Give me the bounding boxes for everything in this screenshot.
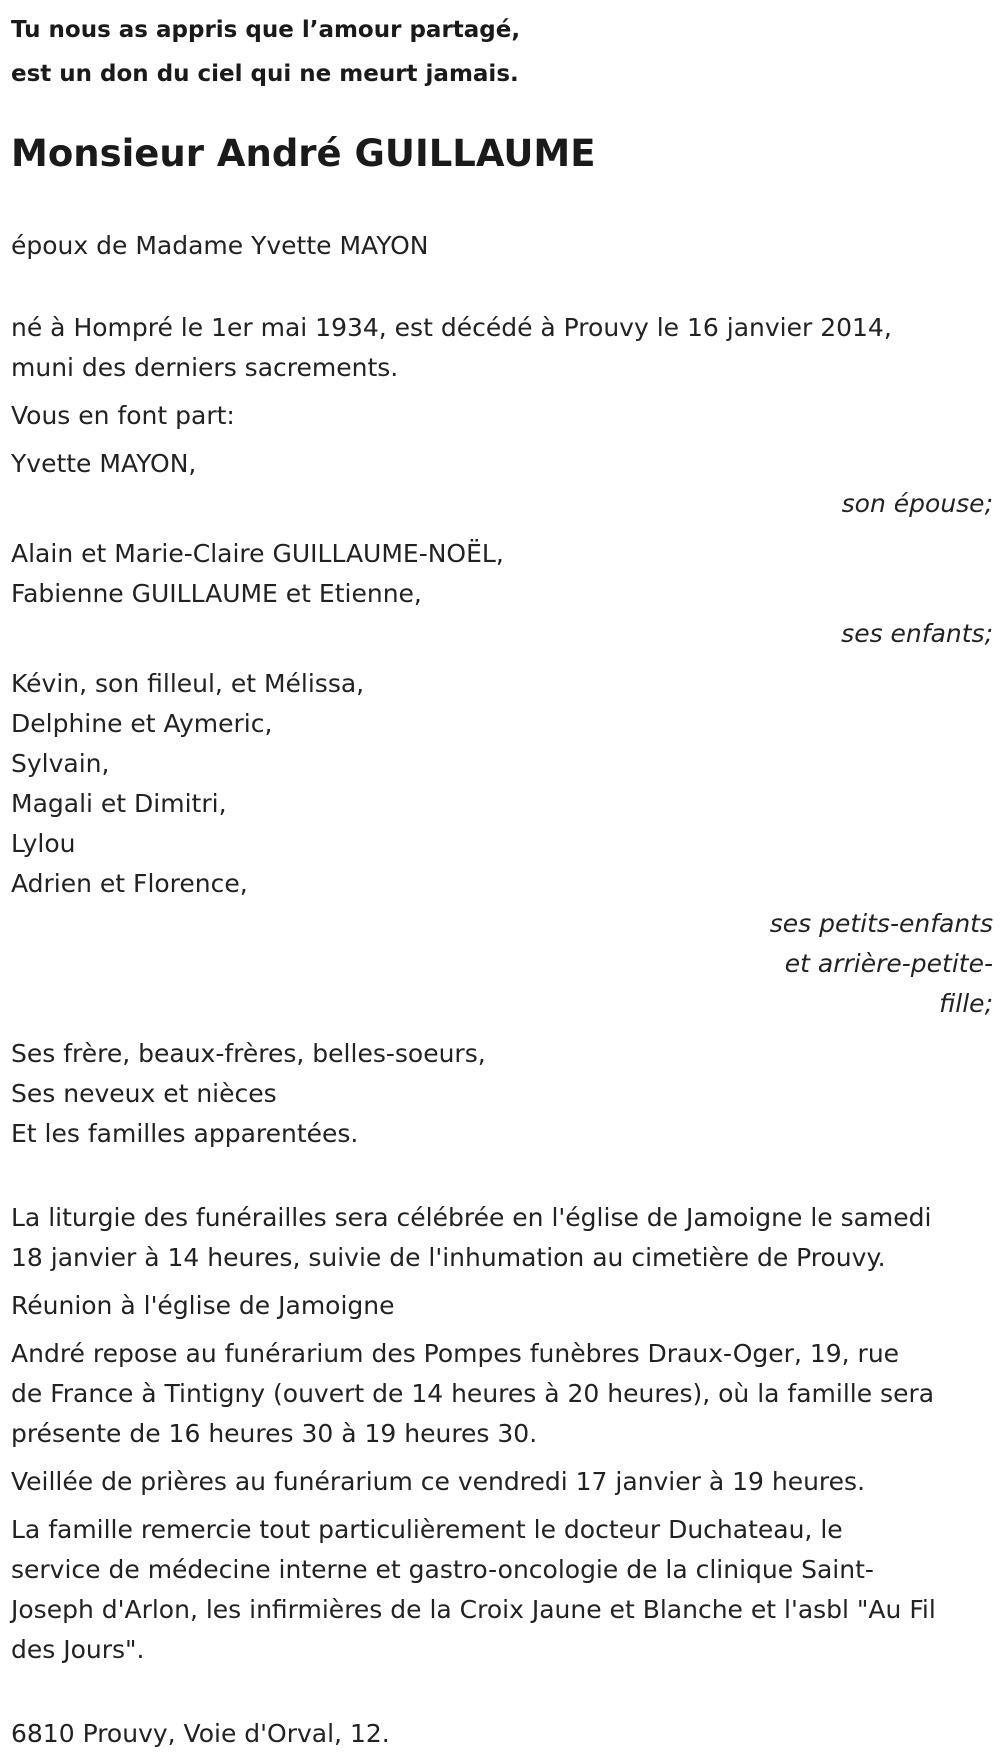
- spouse-group: [11, 444, 993, 524]
- meeting-paragraph: Réunion à l'église de Jamoigne: [11, 1291, 395, 1320]
- thanks-paragraph: [11, 1510, 993, 1670]
- text-line: muni des derniers sacrements.: [11, 353, 399, 382]
- spouse-line: époux de Madame Yvette MAYON: [11, 231, 429, 260]
- family-name-line: Lylou: [11, 829, 76, 858]
- family-name-line: Fabienne GUILLAUME et Etienne,: [11, 579, 422, 608]
- text-line: 18 janvier à 14 heures, suivie de l'inhumation au cimetière de Prouvy.: [11, 1243, 886, 1272]
- family-name-line: Kévin, son filleul, et Mélissa,: [11, 669, 365, 698]
- opening-verse: [11, 8, 993, 96]
- relation-role: ses petits-enfants et arrière-petite- fille;: [769, 909, 993, 1018]
- family-name-line: Magali et Dimitri,: [11, 789, 227, 818]
- deceased-name: Monsieur André GUILLAUME: [11, 132, 596, 175]
- text-line: Ses neveux et nièces: [11, 1079, 277, 1108]
- text-line: service de médecine interne et gastro-oncologie de la clinique Saint-: [11, 1555, 874, 1584]
- text-line: de France à Tintigny (ouvert de 14 heures à 20 heures), où la famille sera: [11, 1379, 935, 1408]
- text-line: André repose au funérarium des Pompes funèbres Draux-Oger, 19, rue: [11, 1339, 900, 1368]
- relation-role: ses enfants;: [841, 619, 993, 648]
- text-line: des Jours".: [11, 1635, 145, 1664]
- text-line: né à Hompré le 1er mai 1934, est décédé à Prouvy le 16 janvier 2014,: [11, 313, 892, 342]
- relatives-paragraph: [11, 1034, 993, 1154]
- text-line: La liturgie des funérailles sera célébrée en l'église de Jamoigne le samedi: [11, 1203, 932, 1232]
- family-name-line: Yvette MAYON,: [11, 449, 197, 478]
- text-line: Joseph d'Arlon, les infirmières de la Croix Jaune et Blanche et l'asbl "Au Fil: [11, 1595, 936, 1624]
- children-group: [11, 534, 993, 654]
- relation-role: son épouse;: [841, 489, 993, 518]
- family-name-line: Delphine et Aymeric,: [11, 709, 273, 738]
- text-line: présente de 16 heures 30 à 19 heures 30.: [11, 1419, 538, 1448]
- announcement: Vous en font part:: [11, 401, 235, 430]
- verse-line: Tu nous as appris que l’amour partagé,: [11, 17, 521, 43]
- birth-death-paragraph: [11, 308, 993, 388]
- text-line: La famille remercie tout particulièrement le docteur Duchateau, le: [11, 1515, 843, 1544]
- obituary-notice: [11, 0, 993, 1754]
- vigil-paragraph: Veillée de prières au funérarium ce vendredi 17 janvier à 19 heures.: [11, 1467, 866, 1496]
- family-name-line: Sylvain,: [11, 749, 110, 778]
- text-line: Ses frère, beaux-frères, belles-soeurs,: [11, 1039, 486, 1068]
- text-line: Et les familles apparentées.: [11, 1119, 359, 1148]
- liturgy-paragraph: [11, 1198, 993, 1278]
- funerarium-paragraph: [11, 1334, 993, 1454]
- family-name-line: Adrien et Florence,: [11, 869, 248, 898]
- address: 6810 Prouvy, Voie d'Orval, 12.: [11, 1719, 390, 1748]
- grandchildren-group: [11, 664, 993, 1024]
- family-name-line: Alain et Marie-Claire GUILLAUME-NOËL,: [11, 539, 504, 568]
- verse-line: est un don du ciel qui ne meurt jamais.: [11, 61, 519, 87]
